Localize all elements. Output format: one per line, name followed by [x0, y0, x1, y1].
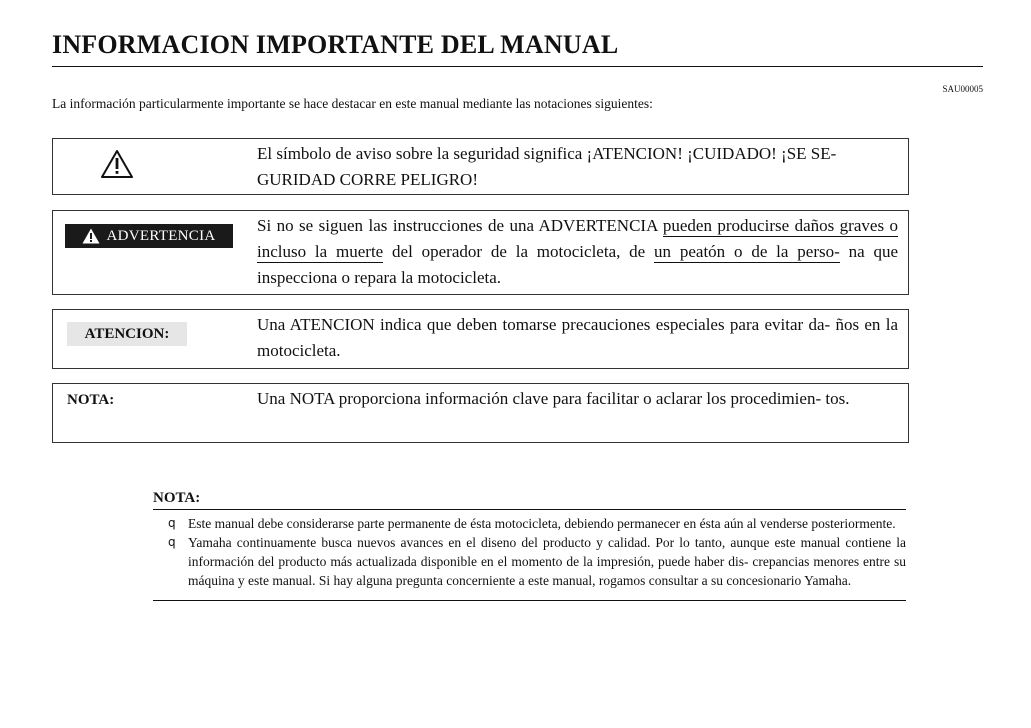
advertencia-badge — [65, 224, 233, 248]
advertencia-text-part: na que inspecciona o repara la motocicleta. — [257, 242, 898, 287]
list-item-text: Este manual debe considerarse parte permanente de ésta motocicleta, debiendo permanecer en ésta aún al venderse posteriormente. — [188, 516, 896, 531]
list-item-text: Yamaha continuamente busca nuevos avances en el diseno del producto y calidad. Por lo tanto, aunque este manual contiene la información del producto más actualizada disponible en el momento de la impresión, puede haber dis- crepancias menores entre su máquina y este manual. Si hay alguna pregunta concerniente a este manual, rogamos consultar a su concesionario Yamaha. — [188, 535, 906, 588]
safety-line-1: El símbolo de aviso sobre la seguridad significa ¡ATENCION! ¡CUIDADO! ¡SE SE- — [257, 144, 837, 163]
bullet-icon: q — [168, 535, 176, 549]
atencion-text: Una ATENCION indica que deben tomarse precauciones especiales para evitar da- ños en la motocicleta. — [257, 315, 898, 360]
atencion-badge: ATENCION: — [67, 322, 187, 346]
advertencia-underlined-text: pueden producirse daños graves o incluso la muerte — [257, 216, 898, 261]
nota-list — [153, 514, 906, 590]
advertencia-underlined-text: un peatón o de la perso- — [654, 242, 840, 261]
nota-bottom-rule — [153, 600, 906, 601]
nota-section-label: NOTA: — [153, 490, 206, 507]
safety-line-2: GURIDAD CORRE PELIGRO! — [257, 170, 478, 189]
title-divider — [52, 66, 983, 67]
advertencia-box — [52, 210, 909, 295]
nota-header-rule — [153, 509, 906, 510]
nota-section-header — [153, 490, 906, 510]
advertencia-text-part: Si no se siguen las instrucciones de una ADVERTENCIA — [257, 216, 663, 235]
document-code: SAU00005 — [942, 84, 983, 94]
warning-icon — [82, 228, 100, 244]
nota-box — [52, 383, 909, 443]
nota-text: Una NOTA proporciona información clave para facilitar o aclarar los procedimien- tos. — [257, 389, 850, 408]
bullet-icon: q — [168, 516, 176, 530]
list-item — [153, 533, 906, 590]
safety-symbol-text — [257, 141, 898, 193]
page-title: INFORMACION IMPORTANTE DEL MANUAL — [52, 30, 619, 59]
advertencia-text-part: del operador de la motocicleta, de — [383, 242, 655, 261]
advertencia-label: ADVERTENCIA — [106, 227, 216, 244]
nota-label: NOTA: — [67, 392, 115, 408]
atencion-box — [52, 309, 909, 369]
safety-symbol-box — [52, 138, 909, 195]
advertencia-text — [257, 213, 898, 291]
nota-section — [153, 490, 906, 601]
intro-text: La información particularmente importante se hace destacar en este manual mediante las notaciones siguientes: — [52, 96, 653, 111]
list-item — [153, 514, 906, 533]
warning-triangle-icon — [100, 149, 134, 179]
